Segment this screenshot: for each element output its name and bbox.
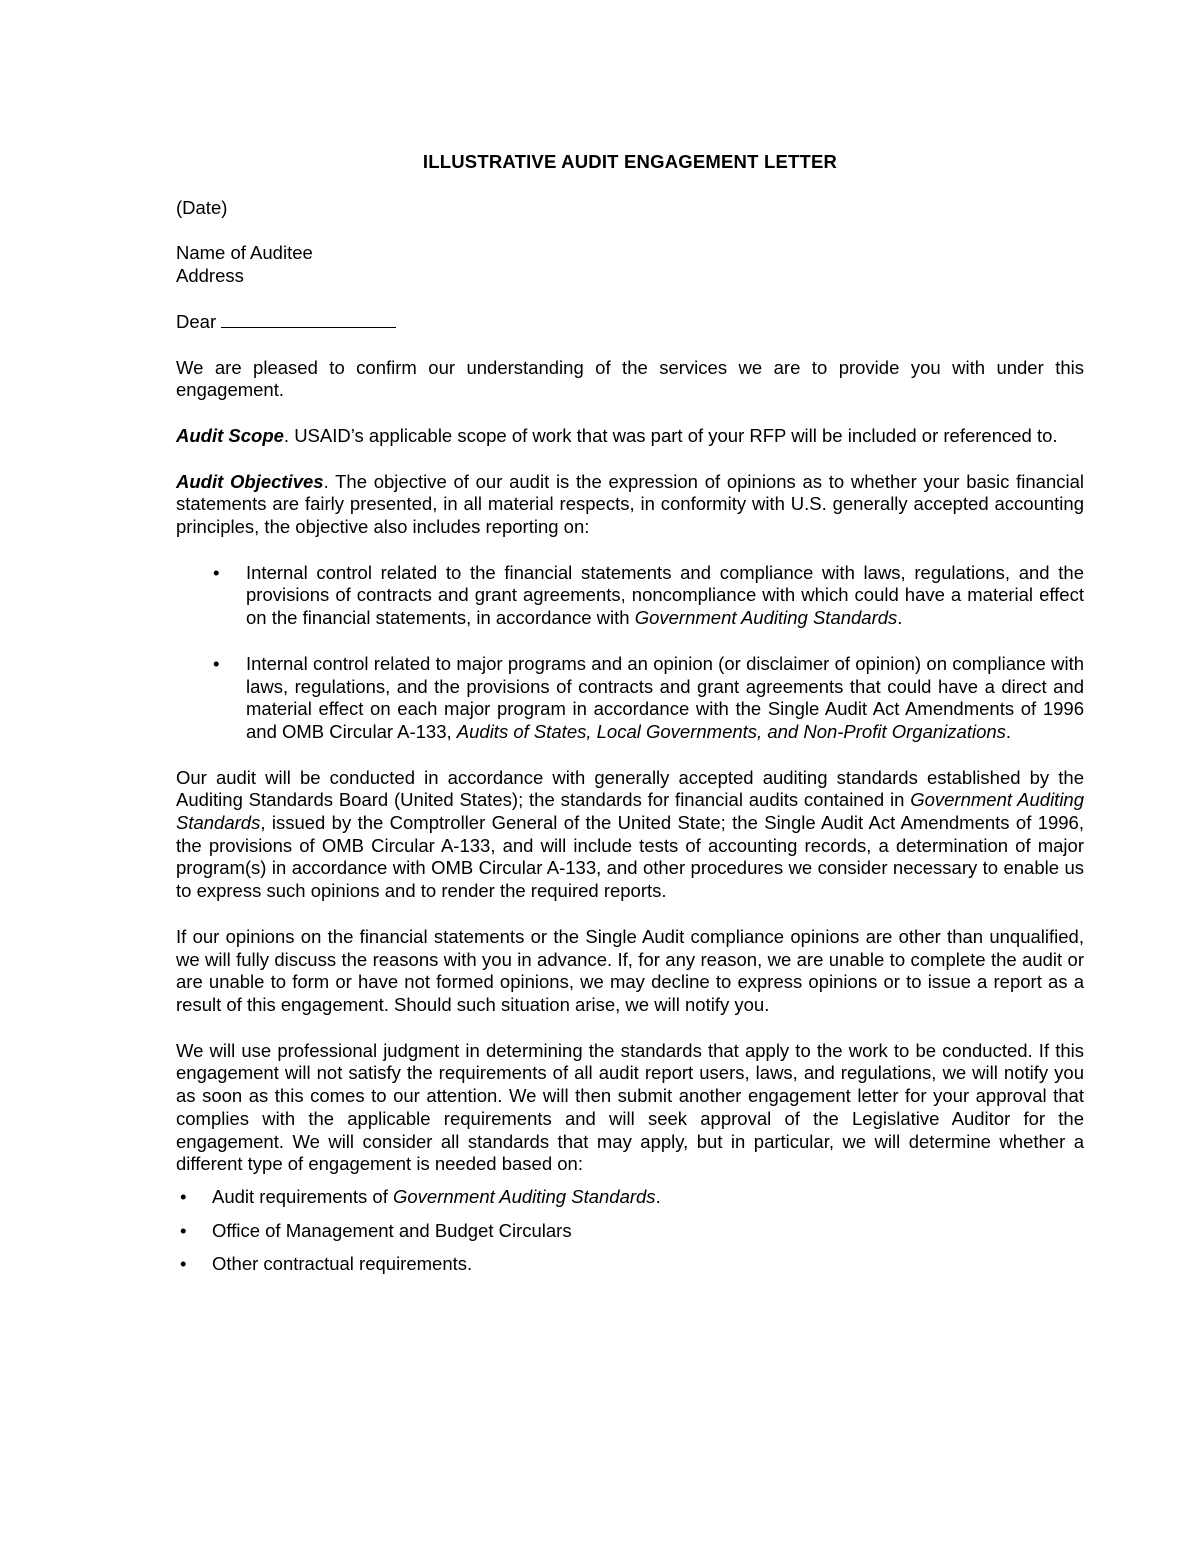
basis-bullet-item (180, 1185, 1084, 1209)
addressee-address: Address (176, 265, 244, 287)
letter-page (176, 151, 1084, 1287)
audit-objectives-paragraph (176, 471, 1084, 539)
objective-bullet-list (176, 562, 1084, 744)
basis-bullet-text: Office of Management and Budget Circulars (212, 1219, 572, 1241)
intro-paragraph: We are pleased to confirm our understanding of the services we are to provide you with under this engagement. (176, 356, 1084, 401)
basis-bullet-text: Audit requirements of (212, 1185, 393, 1207)
conduct-text-italic: Government Auditing Standards (176, 789, 1085, 834)
bullet-icon: • (213, 652, 220, 674)
addressee-block (176, 242, 1084, 287)
bullet-icon: • (180, 1253, 187, 1275)
conduct-text-end: , issued by the Comptroller General of the United State; the Single Audit Act Amendments of 1996, the provisions of OMB Circular A-133, and will include tests of accounting records, a determination of major program(s) in accordance with OMB Circular A-133, and other procedures we consider necessary to enable us to express such opinions and to render the required reports. (176, 812, 1084, 902)
salutation-text: Dear (176, 310, 217, 332)
objective-bullet-end: . (897, 607, 903, 629)
objective-bullet-text: Internal control related to the financial statements and compliance with laws, regulations, and the provisions of contracts and grant agreements, noncompliance with which could have a material effect on the financial statements, in accordance with (246, 561, 1084, 629)
audit-objectives-heading: Audit Objectives (176, 470, 324, 492)
bullet-icon: • (180, 1219, 187, 1241)
salutation-line (176, 311, 1084, 334)
bullet-icon: • (213, 561, 220, 583)
conduct-text-start: Our audit will be conducted in accordance with generally accepted auditing standards established by the Auditing Standards Board (United States); the standards for financial audits contained in (176, 766, 1084, 811)
objective-bullet-text: Internal control related to major programs and an opinion (or disclaimer of opinion) on compliance with laws, regulations, and the provisions of contracts and grant agreements that could have a direct and material effect on each major program in accordance with the Single Audit Act Amendments of 1996 and OMB Circular A-133, (246, 652, 1084, 742)
objective-bullet-item (213, 652, 1084, 744)
judgment-paragraph: We will use professional judgment in determining the standards that apply to the work to be conducted. If this engagement will not satisfy the requirements of all audit report users, laws, and regulations, we will notify you as soon as this comes to our attention. We will then submit another engagement letter for your approval that complies with the applicable requirements and will seek approval of the Legislative Auditor for the engagement. We will consider all standards that may apply, but in particular, we will determine whether a different type of engagement is needed based on: (176, 1039, 1084, 1175)
audit-objectives-text: . The objective of our audit is the expression of opinions as to whether your basic financial statements are fairly presented, in all material respects, in conformity with U.S. generally accepted accounting principles, the objective also includes reporting on: (176, 470, 1084, 538)
basis-bullet-italic: Government Auditing Standards (392, 1185, 656, 1207)
salutation-blank-field (221, 312, 396, 328)
date-line: (Date) (176, 196, 228, 218)
basis-bullet-list (176, 1186, 1084, 1276)
basis-bullet-item (180, 1219, 1084, 1243)
objective-bullet-item (213, 561, 1084, 630)
basis-bullet-item (180, 1253, 1084, 1276)
document-title: ILLUSTRATIVE AUDIT ENGAGEMENT LETTER (422, 151, 838, 172)
basis-bullet-end: . (655, 1185, 661, 1207)
conduct-paragraph (176, 767, 1084, 903)
objective-bullet-italic: Audits of States, Local Governments, and Non-Profit Organizations (456, 720, 1006, 742)
audit-scope-paragraph (176, 425, 1084, 448)
addressee-name: Name of Auditee (176, 242, 313, 264)
opinions-paragraph: If our opinions on the financial statements or the Single Audit compliance opinions are other than unqualified, we will fully discuss the reasons with you in advance. If, for any reason, we are unable to complete the audit or are unable to form or have not formed opinions, we may decline to express opinions or to issue a report as a result of this engagement. Should such situation arise, we will notify you. (176, 925, 1084, 1015)
objective-bullet-italic: Government Auditing Standards (634, 607, 898, 629)
audit-scope-heading: Audit Scope (176, 424, 284, 446)
audit-scope-text: . USAID’s applicable scope of work that was part of your RFP will be included or referenced to. (283, 424, 1058, 446)
objective-bullet-end: . (1005, 720, 1012, 742)
bullet-icon: • (180, 1185, 187, 1207)
basis-bullet-text: Other contractual requirements. (212, 1253, 473, 1275)
